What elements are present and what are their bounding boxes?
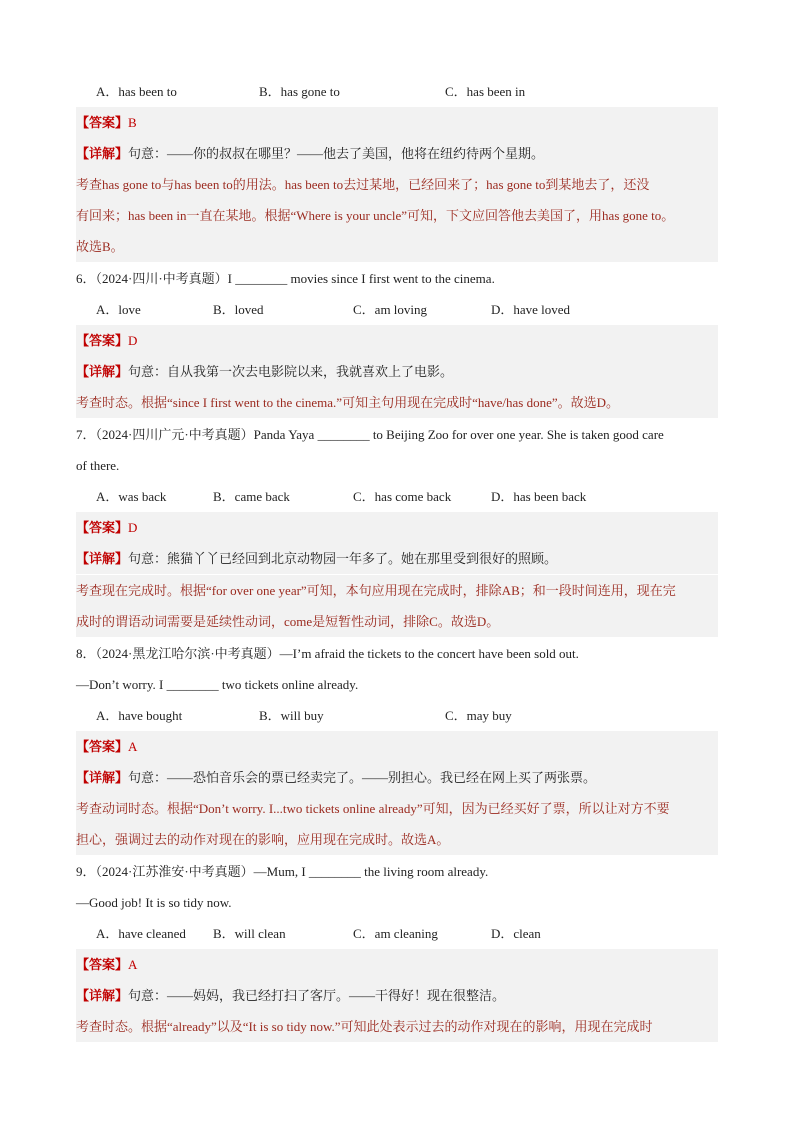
q9-detail bbox=[76, 980, 718, 1011]
q9-explanation-line: 考查时态。根据“already”以及“It is so tidy now.”可知此处表示过去的动作对现在的影响，用现在完成时 bbox=[76, 1011, 718, 1042]
meaning-text: 句意：——你的叔叔在哪里？——他去了美国，他将在纽约待两个星期。 bbox=[128, 146, 545, 161]
q9-stem-line: —Good job! It is so tidy now. bbox=[76, 895, 232, 910]
q9-stem-line: 9．（2024·江苏淮安·中考真题）—Mum, I ________ the living room already. bbox=[76, 864, 489, 879]
q5-detail bbox=[76, 138, 718, 169]
answer-tag: 【答案】 bbox=[76, 333, 129, 348]
meaning-text: 句意：熊猫丫丫已经回到北京动物园一年多了。她在那里受到很好的照顾。 bbox=[128, 551, 558, 566]
q7-detail bbox=[76, 543, 718, 574]
detail-tag: 【详解】 bbox=[76, 551, 129, 566]
q6-explanation-line: 考查时态。根据“since I first went to the cinema.”可知主句用现在完成时“have/has done”。故选D。 bbox=[76, 387, 718, 418]
q5-answer bbox=[76, 107, 718, 138]
q5-explanation-line: 故选B。 bbox=[76, 231, 718, 262]
answer-value: D bbox=[128, 520, 138, 535]
q6-options bbox=[76, 294, 718, 325]
q6-option-c: C．am loving bbox=[353, 302, 428, 317]
q8-stem-line: —Don’t worry. I ________ two tickets online already. bbox=[76, 677, 359, 692]
q8-stem-line: 8．（2024·黑龙江哈尔滨·中考真题）—I’m afraid the tickets to the concert have been sold out. bbox=[76, 646, 579, 661]
q5-option-a: A．has been to bbox=[96, 84, 177, 99]
q6-option-d: D．have loved bbox=[491, 302, 571, 317]
meaning-text: 句意：自从我第一次去电影院以来，我就喜欢上了电影。 bbox=[128, 364, 454, 379]
answer-tag: 【答案】 bbox=[76, 957, 129, 972]
q7-options bbox=[76, 481, 718, 512]
meaning-text: 句意：——妈妈，我已经打扫了客厅。——干得好！现在很整洁。 bbox=[128, 988, 506, 1003]
answer-value: D bbox=[128, 333, 138, 348]
q8-answer bbox=[76, 731, 718, 762]
q8-explanation-line: 担心，强调过去的动作对现在的影响，应用现在完成时。故选A。 bbox=[76, 824, 718, 855]
answer-value: A bbox=[128, 957, 138, 972]
q5-option-b: B．has gone to bbox=[259, 84, 340, 99]
q7-stem-line: of there. bbox=[76, 458, 120, 473]
q6-answer bbox=[76, 325, 718, 356]
detail-tag: 【详解】 bbox=[76, 770, 129, 785]
q6-stem: 6．（2024·四川·中考真题）I ________ movies since I first went to the cinema. bbox=[76, 271, 495, 286]
q7-stem-line: 7．（2024·四川广元·中考真题）Panda Yaya ________ to Beijing Zoo for over one year. She is taken good care bbox=[76, 427, 664, 442]
q9-option-a: A．have cleaned bbox=[96, 926, 186, 941]
meaning-text: 句意：——恐怕音乐会的票已经卖完了。——别担心。我已经在网上买了两张票。 bbox=[128, 770, 597, 785]
detail-tag: 【详解】 bbox=[76, 364, 129, 379]
answer-value: B bbox=[128, 115, 137, 130]
q5-options bbox=[76, 76, 718, 107]
q5-option-c: C．has been in bbox=[445, 84, 526, 99]
q5-explanation-line: 考查has gone to与has been to的用法。has been to去过某地，已经回来了；has gone to到某地去了，还没 bbox=[76, 169, 718, 200]
q7-option-a: A．was back bbox=[96, 489, 167, 504]
q8-options bbox=[76, 700, 718, 731]
q9-answer bbox=[76, 949, 718, 980]
q9-option-c: C．am cleaning bbox=[353, 926, 438, 941]
answer-tag: 【答案】 bbox=[76, 115, 129, 130]
q8-option-a: A．have bought bbox=[96, 708, 183, 723]
q5-explanation-line: 有回来；has been in一直在某地。根据“Where is your uncle”可知，下文应回答他去美国了，用has gone to。 bbox=[76, 200, 718, 231]
q6-detail bbox=[76, 356, 718, 387]
q8-option-b: B．will buy bbox=[259, 708, 324, 723]
q6-option-b: B．loved bbox=[213, 302, 264, 317]
q6-option-a: A．love bbox=[96, 302, 141, 317]
q8-detail bbox=[76, 762, 718, 793]
detail-tag: 【详解】 bbox=[76, 988, 129, 1003]
q7-answer bbox=[76, 512, 718, 543]
q7-explanation-line: 成时的谓语动词需要是延续性动词，come是短暂性动词，排除C。故选D。 bbox=[76, 606, 718, 637]
q8-explanation-line: 考查动词时态。根据“Don’t worry. I...two tickets online already”可知，因为已经买好了票，所以让对方不要 bbox=[76, 793, 718, 824]
q7-explanation-line: 考查现在完成时。根据“for over one year”可知，本句应用现在完成时，排除AB；和一段时间连用，现在完 bbox=[76, 575, 718, 606]
answer-value: A bbox=[128, 739, 138, 754]
detail-tag: 【详解】 bbox=[76, 146, 129, 161]
q9-option-d: D．clean bbox=[491, 926, 541, 941]
q7-option-b: B．came back bbox=[213, 489, 290, 504]
answer-tag: 【答案】 bbox=[76, 520, 129, 535]
q9-options bbox=[76, 918, 718, 949]
q7-option-d: D．has been back bbox=[491, 489, 587, 504]
q8-option-c: C．may buy bbox=[445, 708, 512, 723]
answer-tag: 【答案】 bbox=[76, 739, 129, 754]
q9-option-b: B．will clean bbox=[213, 926, 286, 941]
q7-option-c: C．has come back bbox=[353, 489, 452, 504]
